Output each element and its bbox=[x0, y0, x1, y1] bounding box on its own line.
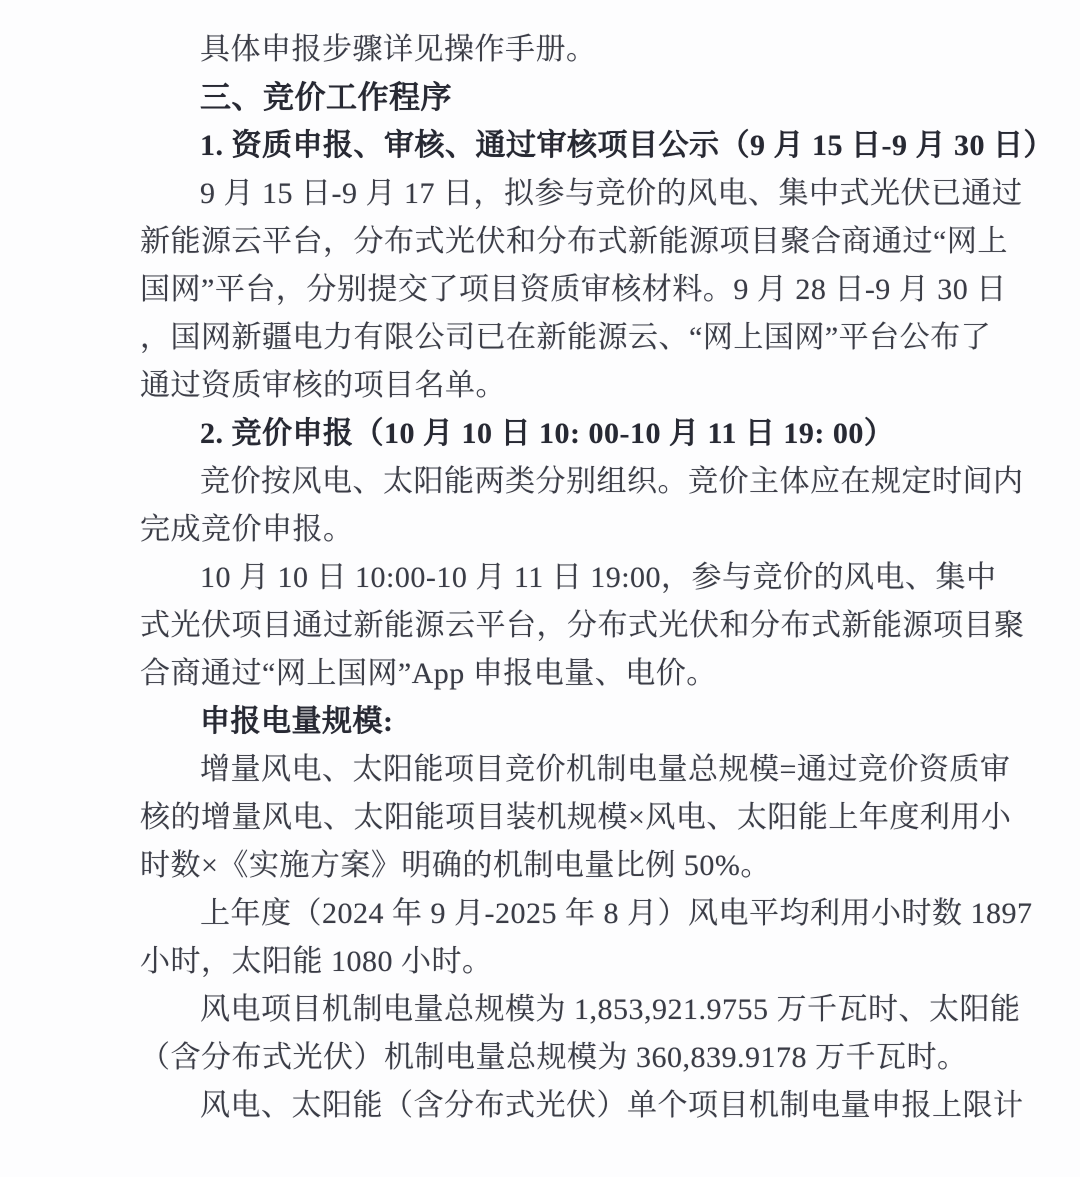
document-text-block bbox=[140, 26, 1054, 1130]
text-line: 时数×《实施方案》明确的机制电量比例 50%。 bbox=[140, 849, 771, 882]
text-line: 具体申报步骤详见操作手册。 bbox=[200, 33, 597, 66]
text-line: 合商通过“网上国网”App 申报电量、电价。 bbox=[140, 657, 717, 690]
text-line: 完成竞价申报。 bbox=[140, 513, 354, 546]
text-line: 式光伏项目通过新能源云平台，分布式光伏和分布式新能源项目聚 bbox=[140, 609, 1025, 642]
text-line: 上年度（2024 年 9 月-2025 年 8 月）风电平均利用小时数 1897 bbox=[200, 897, 1033, 930]
sub-heading: 2. 竞价申报（10 月 10 日 10: 00-10 月 11 日 19: 00） bbox=[200, 417, 895, 450]
text-line: ，国网新疆电力有限公司已在新能源云、“网上国网”平台公布了 bbox=[140, 321, 992, 354]
text-line: 核的增量风电、太阳能项目装机规模×风电、太阳能上年度利用小 bbox=[140, 801, 1012, 834]
section-heading: 三、竞价工作程序 bbox=[200, 80, 452, 115]
text-line: 10 月 10 日 10:00-10 月 11 日 19:00，参与竞价的风电、集中 bbox=[200, 561, 997, 594]
text-line: 新能源云平台，分布式光伏和分布式新能源项目聚合商通过“网上 bbox=[140, 225, 1008, 258]
text-line: （含分布式光伏）机制电量总规模为 360,839.9178 万千瓦时。 bbox=[140, 1041, 968, 1074]
text-line: 风电项目机制电量总规模为 1,853,921.9755 万千瓦时、太阳能 bbox=[200, 993, 1021, 1026]
text-line: 通过资质审核的项目名单。 bbox=[140, 369, 506, 402]
sub-heading: 1. 资质申报、审核、通过审核项目公示（9 月 15 日-9 月 30 日） bbox=[200, 129, 1054, 162]
text-line: 国网”平台，分别提交了项目资质审核材料。9 月 28 日-9 月 30 日 bbox=[140, 273, 1007, 306]
text-line: 增量风电、太阳能项目竞价机制电量总规模=通过竞价资质审 bbox=[200, 753, 1011, 786]
text-line: 竞价按风电、太阳能两类分别组织。竞价主体应在规定时间内 bbox=[200, 465, 1024, 498]
text-line: 9 月 15 日-9 月 17 日，拟参与竞价的风电、集中式光伏已通过 bbox=[200, 177, 1023, 210]
text-line: 小时，太阳能 1080 小时。 bbox=[140, 945, 493, 978]
text-line: 风电、太阳能（含分布式光伏）单个项目机制电量申报上限计 bbox=[200, 1089, 1024, 1122]
sub-heading: 申报电量规模: bbox=[200, 705, 394, 738]
